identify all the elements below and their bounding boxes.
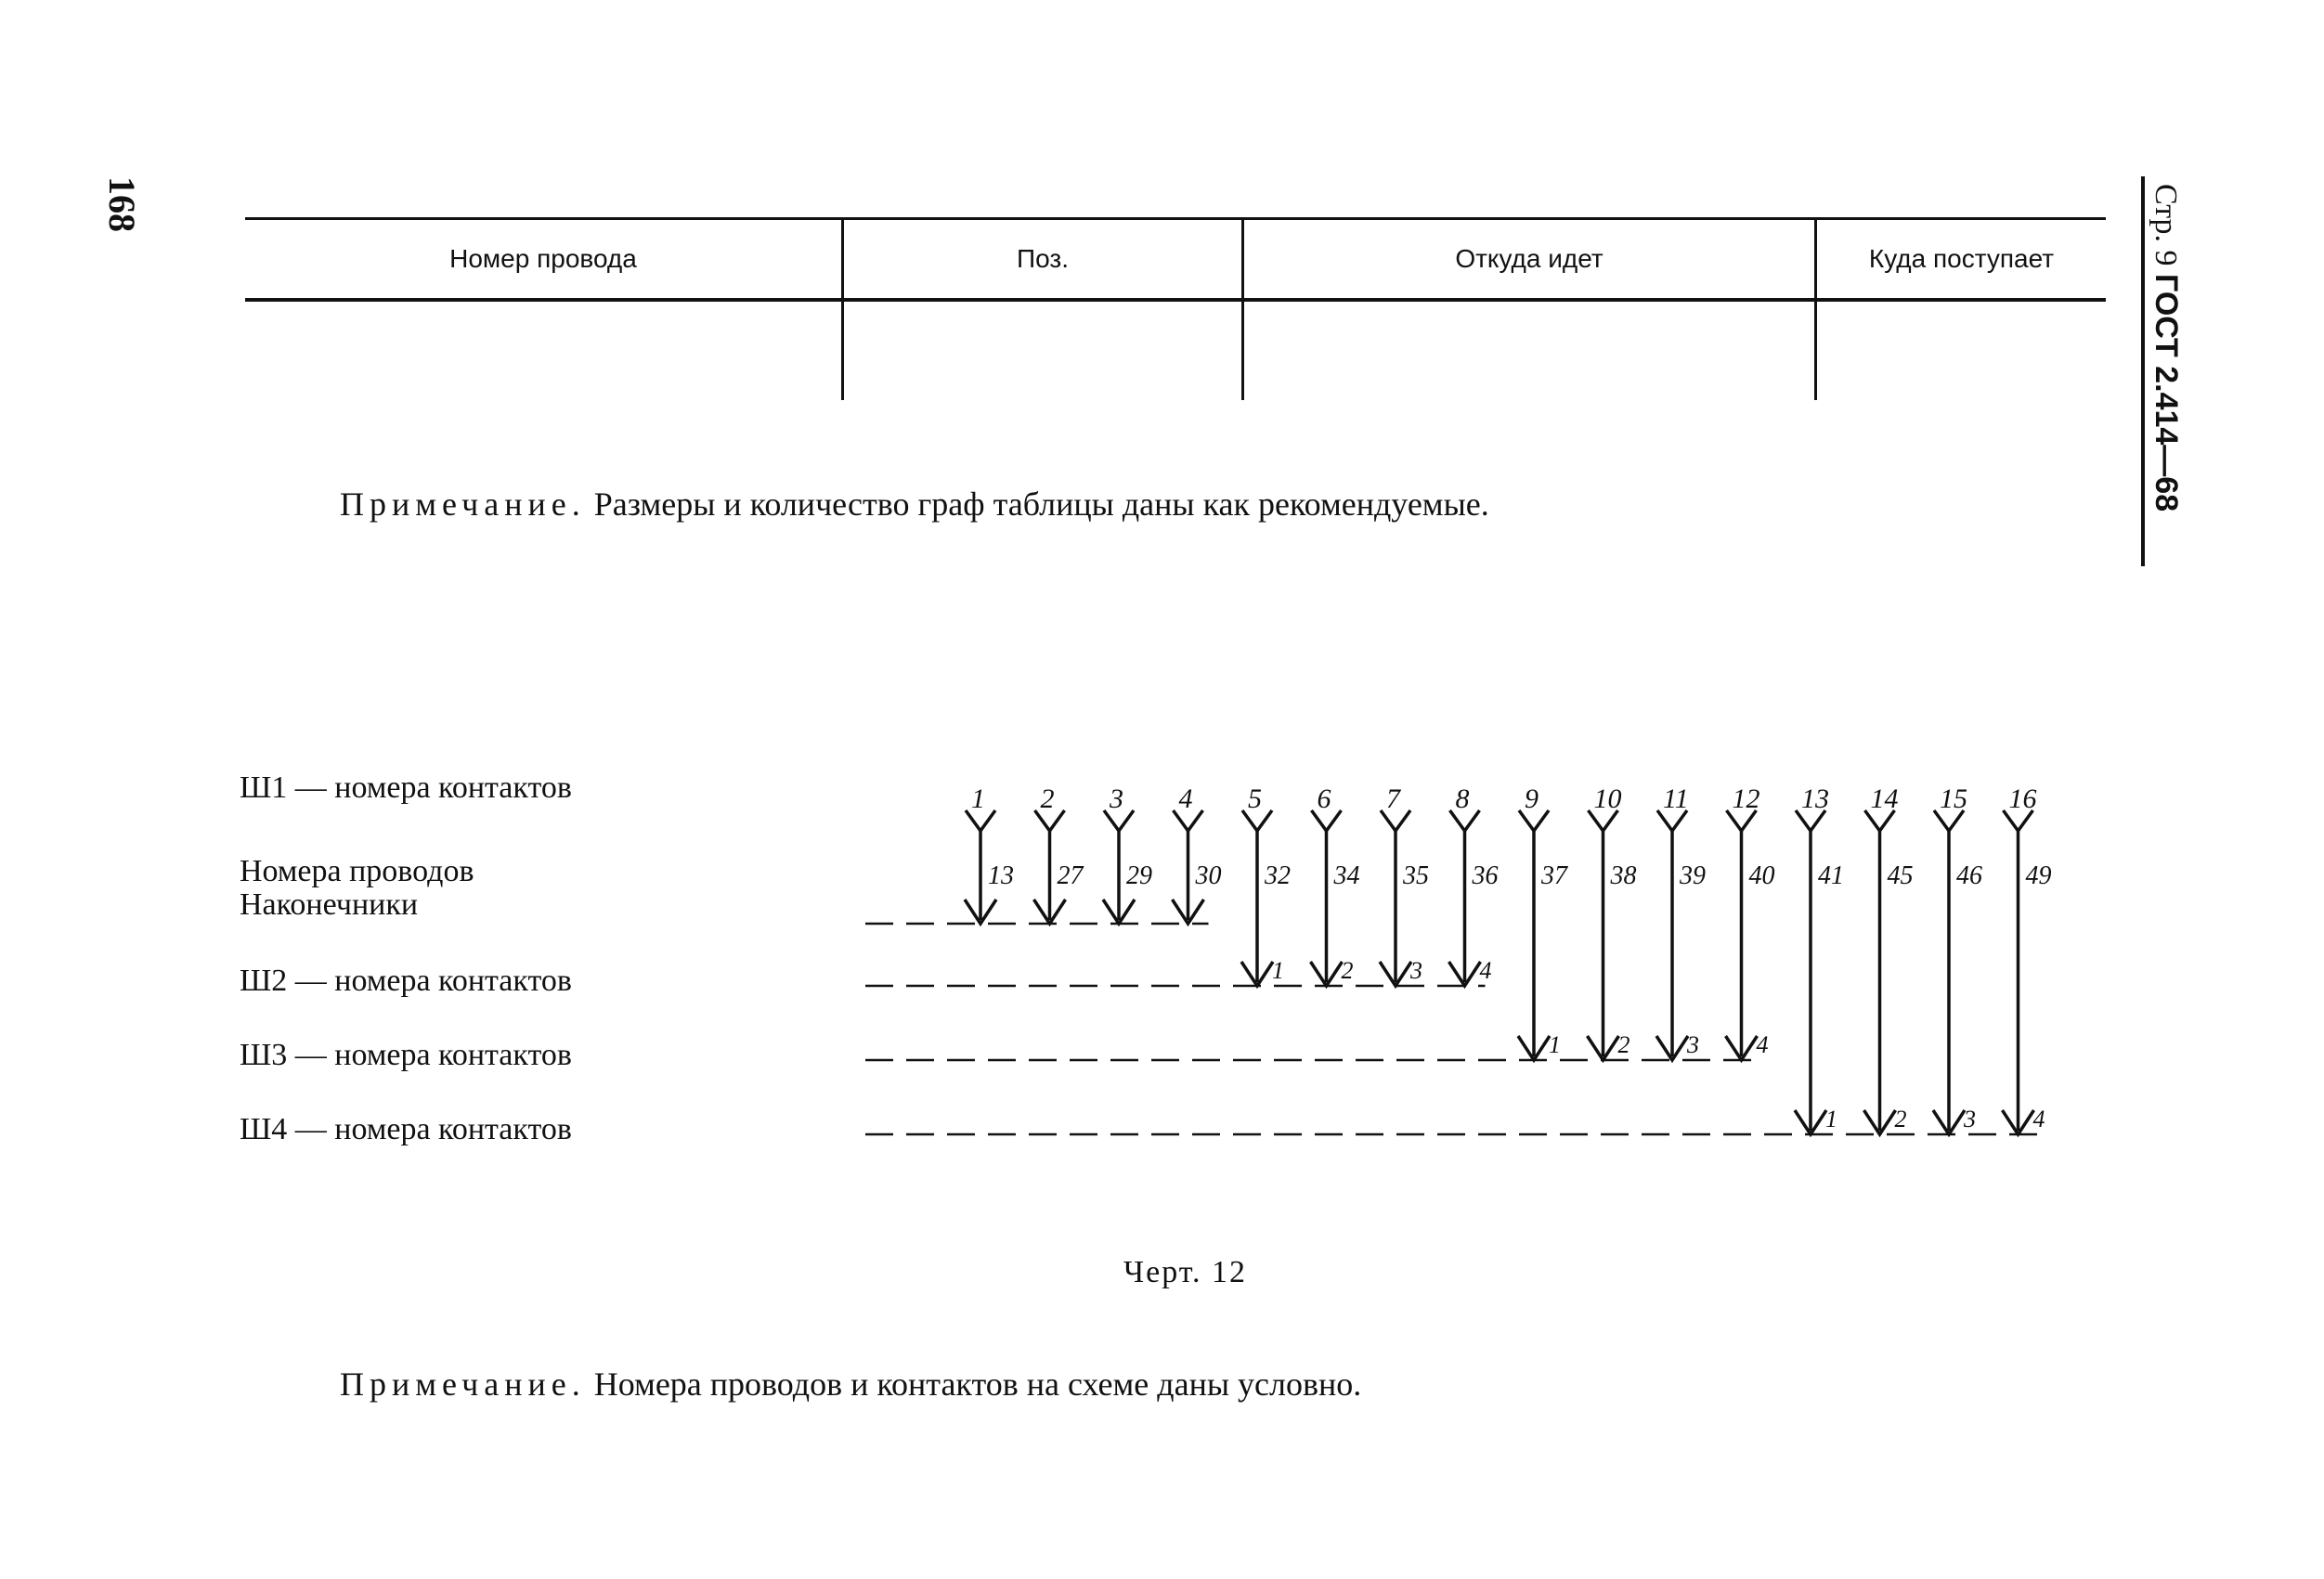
- wire-number-label: 32: [1265, 861, 1291, 890]
- destination-contact-label: 2: [1894, 1106, 1907, 1132]
- label-tips: Наконечники: [240, 887, 419, 922]
- wire-number-label: 34: [1333, 861, 1360, 890]
- sh1-contact-label: 2: [1040, 783, 1055, 814]
- wire-number-label: 38: [1610, 861, 1637, 890]
- sh1-contact-label: 9: [1525, 783, 1539, 814]
- note-2-text: Номера проводов и контактов на схеме даны условно.: [593, 1365, 1362, 1403]
- note-1-prefix: Примечание.: [340, 485, 586, 523]
- wire-number-label: 41: [1818, 861, 1844, 890]
- sh1-contact-label: 13: [1801, 783, 1829, 814]
- label-sh3: Ш3 — номера контактов: [240, 1038, 572, 1072]
- destination-contact-label: 3: [1964, 1106, 1976, 1132]
- destination-contact-label: 4: [1756, 1031, 1769, 1058]
- destination-contact-label: 3: [1687, 1031, 1699, 1058]
- wire-number-label: 49: [2025, 861, 2052, 890]
- destination-contact-label: 1: [1549, 1031, 1561, 1058]
- note-2-prefix: Примечание.: [340, 1365, 586, 1403]
- sh1-contact-label: 14: [1870, 783, 1899, 814]
- wire-number-label: 39: [1680, 861, 1706, 890]
- label-sh4: Ш4 — номера контактов: [240, 1112, 572, 1146]
- label-wire-numbers: Номера проводов: [240, 854, 474, 888]
- col-header-to: Куда поступает: [1816, 219, 2107, 301]
- sh1-contact-label: 3: [1110, 783, 1123, 814]
- wire-number-label: 27: [1057, 861, 1084, 890]
- sh1-contact-label: 10: [1593, 783, 1622, 814]
- note-2: [340, 1365, 1361, 1404]
- label-sh1: Ш1 — номера контактов: [240, 770, 572, 805]
- wire-number-label: 45: [1887, 861, 1914, 890]
- sh1-contact-label: 6: [1317, 783, 1331, 814]
- page-number: 168: [101, 176, 143, 232]
- wire-number-label: 46: [1956, 861, 1982, 890]
- sh1-contact-label: 16: [2008, 783, 2037, 814]
- side-page: Стр. 9: [2149, 184, 2183, 266]
- sh1-contact-label: 8: [1455, 783, 1470, 814]
- wire-number-label: 30: [1195, 861, 1222, 890]
- sh1-contact-label: 1: [971, 783, 985, 814]
- sh1-contact-label: 4: [1178, 783, 1193, 814]
- sh1-contact-label: 5: [1248, 783, 1262, 814]
- wire-number-label: 35: [1403, 861, 1429, 890]
- destination-contact-label: 2: [1341, 957, 1354, 984]
- wire-number-label: 13: [988, 861, 1014, 890]
- destination-contact-label: 4: [1479, 957, 1492, 984]
- destination-contact-label: 3: [1410, 957, 1422, 984]
- col-header-from: Откуда идет: [1243, 219, 1816, 301]
- wire-number-label: 36: [1472, 861, 1499, 890]
- sh1-contact-label: 12: [1732, 783, 1760, 814]
- destination-contact-label: 2: [1617, 1031, 1630, 1058]
- destination-contact-label: 1: [1272, 957, 1284, 984]
- destination-contact-label: 1: [1825, 1106, 1837, 1132]
- wire-number-label: 37: [1541, 861, 1567, 890]
- sh1-contact-label: 7: [1386, 783, 1400, 814]
- label-sh2: Ш2 — номера контактов: [240, 964, 572, 998]
- col-header-wire-number: Номер провода: [245, 219, 843, 301]
- note-1-text: Размеры и количество граф таблицы даны как рекомендуемые.: [593, 485, 1489, 523]
- sh1-contact-label: 11: [1663, 783, 1689, 814]
- destination-contact-label: 4: [2032, 1106, 2045, 1132]
- wire-number-label: 29: [1126, 861, 1152, 890]
- sh1-contact-label: 15: [1940, 783, 1967, 814]
- wire-number-label: 40: [1748, 861, 1775, 890]
- col-header-position: Поз.: [843, 219, 1243, 301]
- side-standard: ГОСТ 2.414—68: [2149, 274, 2184, 512]
- figure-caption: Черт. 12: [1123, 1255, 1248, 1289]
